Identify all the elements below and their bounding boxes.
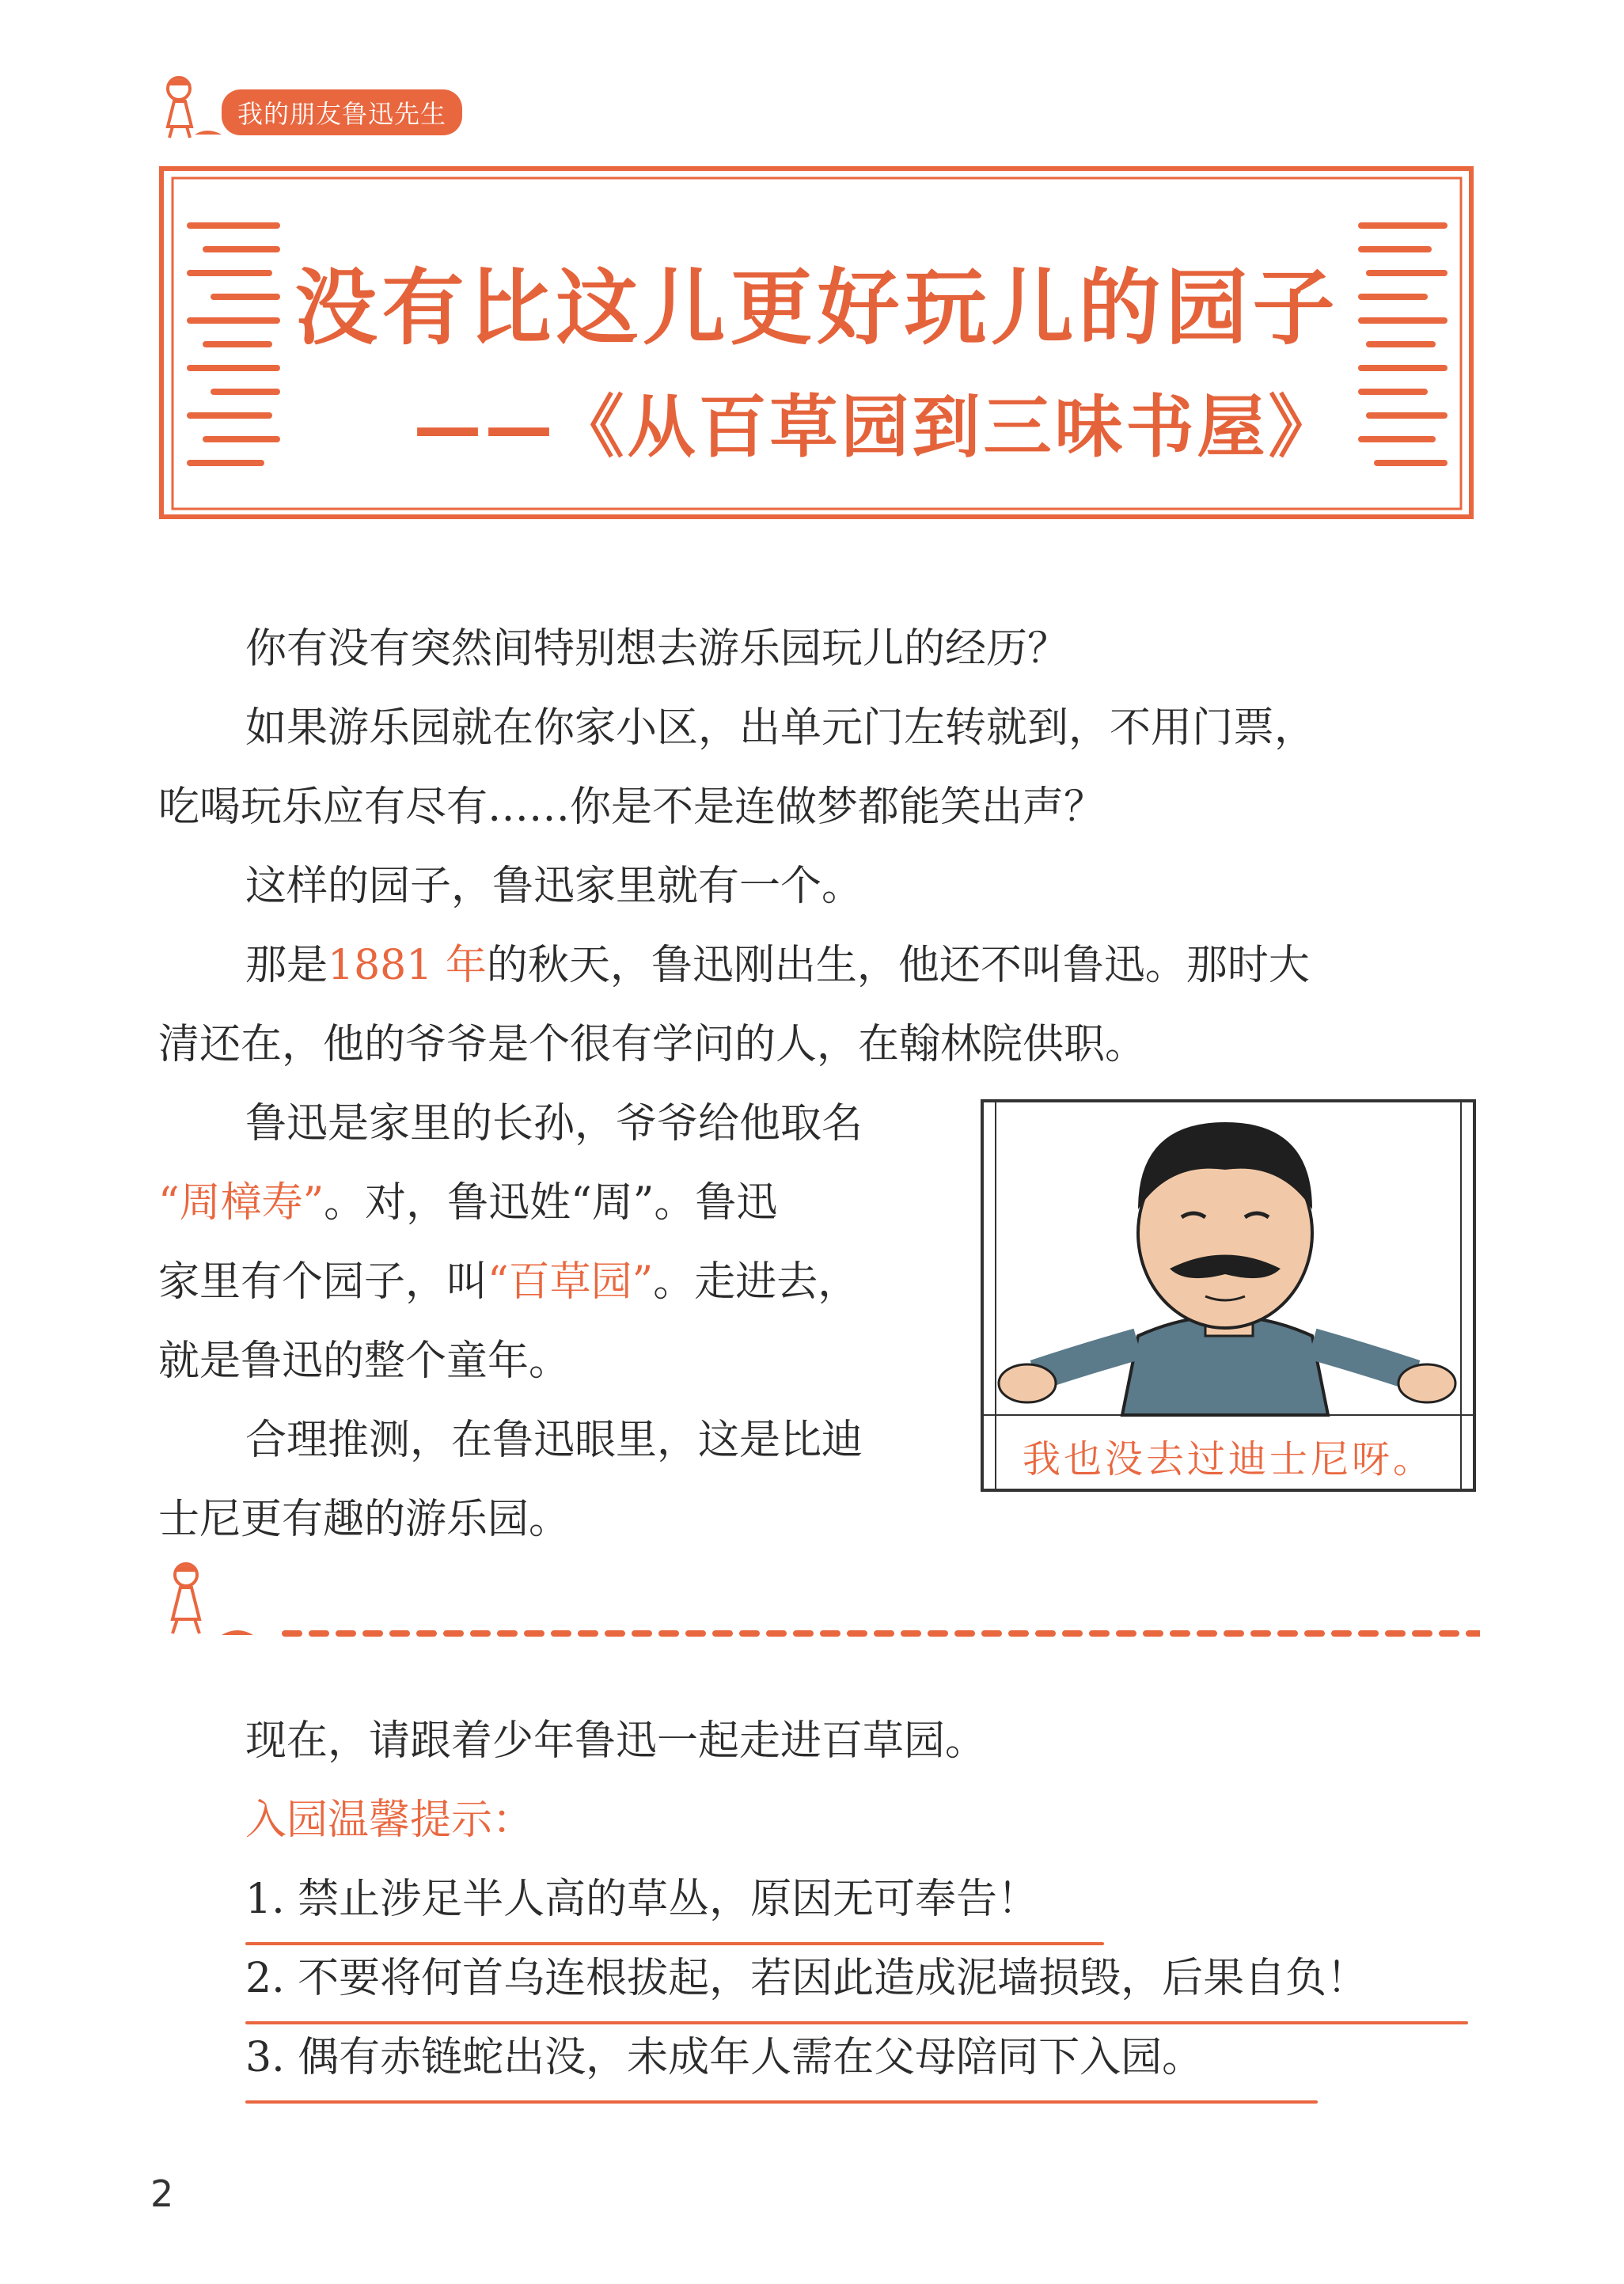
paragraph-3: 这样的园子，鲁迅家里就有一个。 [245,863,863,910]
tip-3-underline [245,2100,1318,2104]
tips-title: 入园温馨提示： [245,1796,534,1844]
chapter-title: 没有比这儿更好玩儿的园子 [294,260,1340,356]
p5-text-d: 。走进去， [653,1258,859,1306]
little-luxun-divider-icon [173,1564,253,1635]
section-2-intro: 现在，请跟着少年鲁迅一起走进百草园。 [245,1717,987,1765]
paragraph-5-line-4: 就是鲁迅的整个童年。 [158,1337,571,1385]
tip-1-text: 1. 禁止涉足半人高的草丛，原因无可奉告！ [245,1876,1039,1923]
p4-text-b: 的秋天，鲁迅刚出生，他还不叫鲁迅。那时大 [486,942,1310,989]
name-highlight: “周樟寿” [158,1179,324,1227]
tip-3-text: 3. 偶有赤链蛇出没，未成年人需在父母陪同下入园。 [245,2034,1204,2081]
tip-2-text: 2. 不要将何首乌连根拔起，若因此造成泥墙损毁，后果自负！ [245,1955,1368,2002]
paragraph-2-line-2: 吃喝玩乐应有尽有……你是不是连做梦都能笑出声？ [158,783,1106,831]
paragraph-4-line-1 [158,926,1472,1005]
section-2-text [158,1702,1472,2097]
garden-highlight: “百草园” [488,1258,654,1306]
section-divider [150,1551,1480,1662]
year-highlight: 1881 年 [328,942,487,989]
illustration-caption: 我也没去过迪士尼呀。 [1022,1437,1434,1482]
running-header [150,87,462,138]
tip-2 [158,1939,1472,2018]
paragraph-2-line-1: 如果游乐园就在你家小区，出单元门左转就到，不用门票， [245,704,1316,752]
paragraph-5-line-1: 鲁迅是家里的长孙，爷爷给他取名 [245,1100,863,1148]
p5-text-c: 家里有个园子，叫 [158,1258,488,1306]
paragraph-4-line-2: 清还在，他的爷爷是个很有学问的人，在翰林院供职。 [158,1021,1147,1068]
paragraph-6-line-2: 士尼更有趣的游乐园。 [158,1496,571,1543]
p4-text-a: 那是 [245,942,328,989]
little-luxun-icon [150,71,226,142]
tip-3 [158,2018,1472,2097]
book-title-tag: 我的朋友鲁迅先生 [222,89,462,135]
paragraph-6-line-1: 合理推测，在鲁迅眼里，这是比迪 [245,1417,863,1464]
p5-text-b: 。对，鲁迅姓“周”。鲁迅 [324,1179,778,1227]
chapter-title-box [158,162,1476,526]
page-number: 2 [150,2172,174,2215]
chapter-subtitle: ——《从百草园到三味书屋》 [413,388,1340,467]
paragraph-1: 你有没有突然间特别想去游乐园玩儿的经历？ [245,625,1069,673]
tip-1 [158,1860,1472,1939]
